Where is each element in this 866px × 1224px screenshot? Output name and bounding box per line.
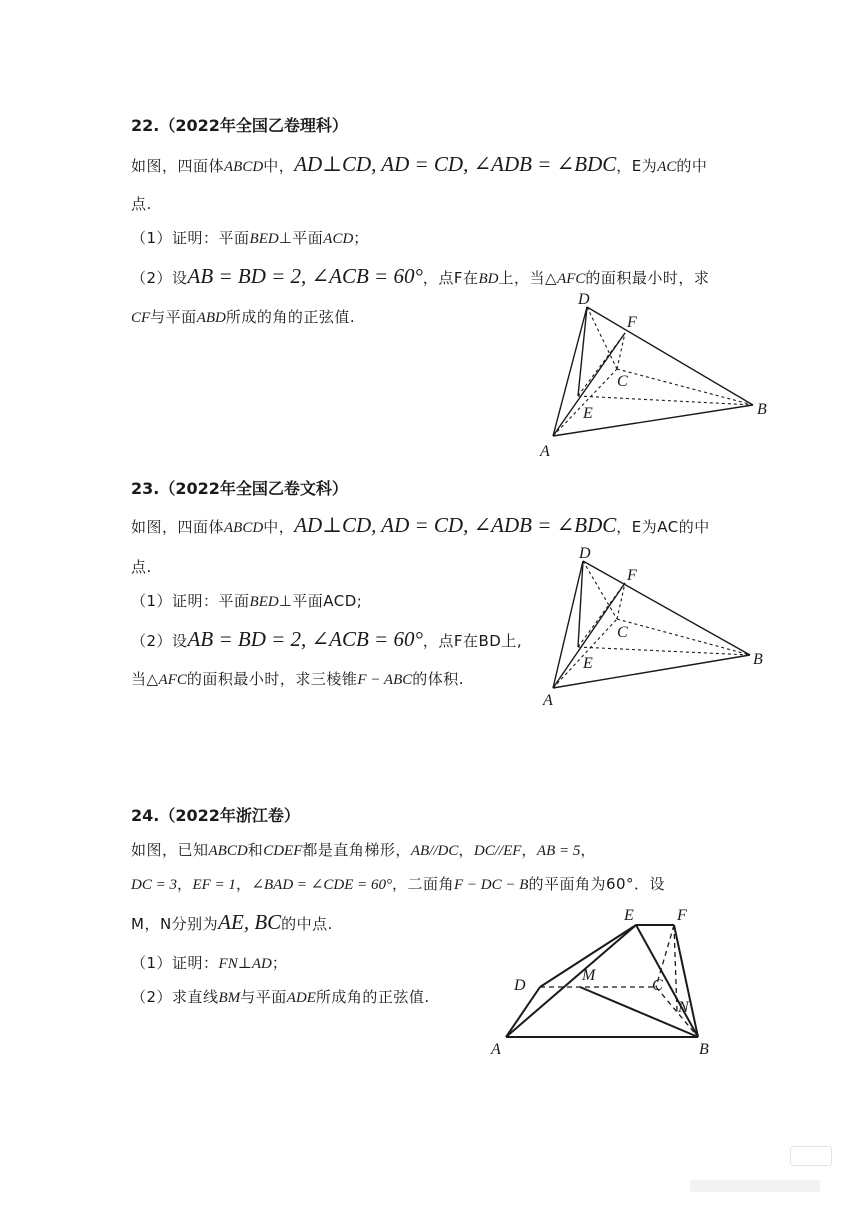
problem-24-heading: 24.（2022年浙江卷）	[131, 806, 300, 825]
text: 都是直角梯形，	[302, 841, 411, 859]
math-text: ABCD	[208, 843, 248, 859]
math-text: CF	[131, 310, 151, 326]
vertex-label-f: F	[627, 314, 637, 331]
text: 和	[247, 841, 264, 859]
vertex-label-f: F	[627, 567, 637, 584]
vertex-label-a: A	[543, 692, 553, 709]
text: （1）证明：平面	[131, 592, 250, 610]
math-text: ∠BAD = ∠CDE = 60°	[251, 877, 392, 893]
vertex-label-a: A	[540, 443, 550, 460]
math-text: BED	[249, 594, 279, 610]
text: （2）设	[131, 632, 188, 650]
text: 与平面	[240, 988, 287, 1006]
text: ，	[235, 875, 252, 893]
vertex-label-b: B	[757, 401, 767, 418]
math-text: AB = BD = 2, ∠ACB = 60°	[187, 627, 423, 651]
math-text: F − DC − B	[454, 877, 529, 893]
text: ，	[458, 841, 474, 859]
math-text: CDEF	[263, 843, 303, 859]
edge-eb	[636, 925, 698, 1037]
math-text: AE, BC	[218, 910, 282, 934]
text: ，	[580, 841, 596, 859]
text: ，	[521, 841, 537, 859]
math-text: AFC	[557, 271, 586, 287]
text: 所成角的正弦值.	[315, 988, 430, 1006]
text: （1）证明：平面	[131, 229, 250, 247]
vertex-label-d: D	[578, 291, 590, 308]
text: 的体积.	[412, 670, 465, 688]
text: ，E为	[616, 157, 658, 175]
text: 上，当△	[498, 269, 558, 287]
text: 的平面角为60°．设	[528, 875, 666, 893]
vertex-label-d: D	[579, 545, 591, 562]
edge-fb	[674, 925, 698, 1037]
watermark-logo	[790, 1146, 832, 1166]
vertex-label-e: E	[624, 907, 634, 924]
math-text: FN⊥AD	[218, 956, 272, 972]
text: （2）设	[131, 269, 188, 287]
math-text: BM	[218, 990, 241, 1006]
math-text: DC = 3	[131, 877, 177, 893]
text: 与平面	[150, 308, 197, 326]
math-text: EF = 1	[192, 877, 236, 893]
text: ，E为AC的中	[616, 518, 710, 536]
text: 中，	[263, 157, 295, 175]
vertex-label-c: C	[617, 624, 628, 641]
text: ，	[176, 875, 193, 893]
text: M，N分别为	[131, 915, 219, 933]
math-text: F − ABC	[357, 672, 413, 688]
text: 当△	[131, 670, 159, 688]
text: 的中	[676, 157, 708, 175]
math-text: ABD	[196, 310, 226, 326]
math-text: AD⊥CD, AD = CD, ∠ADB = ∠BDC	[294, 513, 617, 537]
vertex-label-e: E	[583, 405, 593, 422]
math-text: ACD	[323, 231, 354, 247]
problem-22-heading: 22.（2022年全国乙卷理科）	[131, 116, 348, 135]
text: （2）求直线	[131, 988, 219, 1006]
text: ，点F在BD上,	[422, 632, 523, 650]
text: ⊥平面	[278, 229, 324, 247]
text: 的面积最小时，求三棱锥	[186, 670, 358, 688]
text: 如图，已知	[131, 841, 209, 859]
problem-23-line-2: 点.	[131, 558, 152, 576]
math-text: BD	[478, 271, 499, 287]
text: 所成的角的正弦值.	[225, 308, 356, 326]
vertex-label-c: C	[617, 373, 628, 390]
math-text: AFC	[158, 672, 187, 688]
vertex-label-n: N	[678, 999, 689, 1016]
text: ，点F在	[422, 269, 479, 287]
text: 的面积最小时，求	[585, 269, 710, 287]
text: 的中点.	[281, 915, 333, 933]
text: 如图，四面体	[131, 157, 225, 175]
text: （1）证明：	[131, 954, 219, 972]
math-text: ADE	[286, 990, 316, 1006]
vertex-label-e: E	[583, 655, 593, 672]
vertex-label-b: B	[753, 651, 763, 668]
math-text: AB = BD = 2, ∠ACB = 60°	[187, 264, 423, 288]
vertex-label-f: F	[677, 907, 687, 924]
vertex-label-b: B	[699, 1041, 709, 1058]
text: ；	[271, 954, 288, 972]
problem-23-heading: 23.（2022年全国乙卷文科）	[131, 479, 348, 498]
watermark-strip	[690, 1180, 820, 1192]
math-text: ABCD	[224, 159, 264, 175]
text: ；	[353, 229, 369, 247]
math-text: BED	[249, 231, 279, 247]
text: ，二面角	[392, 875, 455, 893]
text: 如图，四面体	[131, 518, 225, 536]
vertex-label-m: M	[582, 967, 596, 984]
math-text: ABCD	[224, 520, 264, 536]
math-text: AD⊥CD, AD = CD, ∠ADB = ∠BDC	[294, 152, 617, 176]
vertex-label-a: A	[491, 1041, 501, 1058]
math-text: DC//EF	[473, 843, 522, 859]
problem-22-line-2: 点.	[131, 195, 152, 213]
text: 中，	[263, 518, 295, 536]
vertex-label-c: C	[652, 977, 663, 994]
math-text: AC	[657, 159, 677, 175]
math-text: AB = 5	[536, 843, 581, 859]
vertex-label-d: D	[514, 977, 526, 994]
math-text: AB//DC	[410, 843, 459, 859]
text: ⊥平面ACD;	[278, 592, 363, 610]
